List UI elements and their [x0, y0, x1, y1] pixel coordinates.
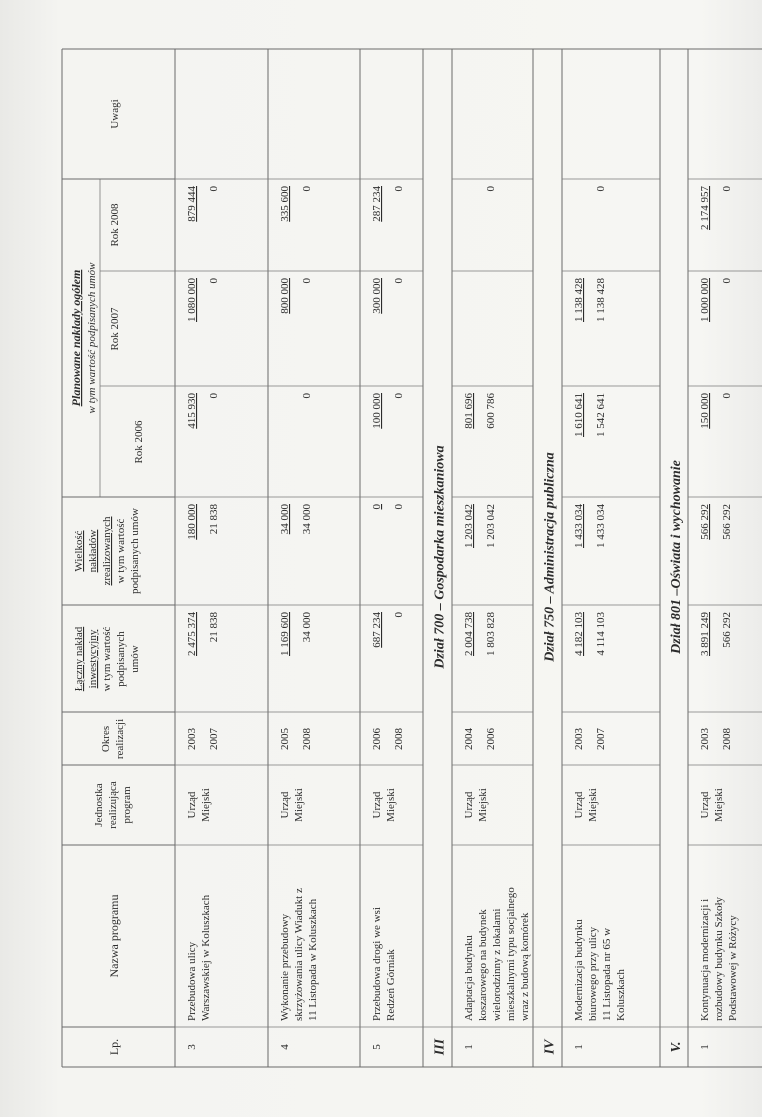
row-period-year: 2004	[463, 728, 475, 750]
row-amount-r2007: 0	[208, 278, 220, 284]
row-amount-r2007: 1 138 428	[573, 278, 585, 322]
row-amount-laczny: 1 803 828	[485, 612, 497, 656]
row-amount-r2006: 150 000	[699, 393, 711, 429]
row-amount-laczny: 34 000	[301, 612, 313, 643]
row-amount-laczny: 687 234	[371, 612, 383, 648]
row-amount-wielkosc: 21 838	[208, 504, 220, 535]
row-amount-r2008: 287 234	[371, 186, 383, 222]
row-amount-wielkosc: 34 000	[301, 504, 313, 535]
row-program-name: wraz z budową komórek	[519, 912, 531, 1021]
row-program-name: Adaptacja budynku	[463, 935, 475, 1021]
row-amount-laczny: 4 182 103	[573, 612, 585, 656]
row-amount-r2006: 1 610 641	[573, 393, 585, 437]
row-amount-r2008: 2 174 957	[699, 186, 711, 230]
row-amount-r2008: 0	[393, 186, 405, 192]
row-lp: 4	[279, 1044, 291, 1050]
row-lp: 5	[371, 1044, 383, 1050]
row-program-name: koszarowego na budynek	[477, 909, 489, 1021]
row-period-year: 2006	[485, 728, 497, 750]
row-amount-r2008: 0	[595, 186, 607, 192]
row-unit: Urząd	[573, 791, 585, 819]
table-grid	[62, 49, 762, 1067]
header-remarks: Uwagi	[109, 99, 121, 129]
row-amount-r2007: 800 000	[279, 278, 291, 314]
row-amount-r2006: 600 786	[485, 393, 497, 429]
row-amount-wielkosc: 180 000	[186, 504, 198, 540]
row-period-year: 2006	[371, 728, 383, 750]
row-amount-r2008: 0	[721, 186, 733, 192]
row-program-name: 11 Listopada nr 65 w	[601, 927, 613, 1021]
row-unit: Miejski	[477, 788, 489, 822]
row-amount-r2007: 1 080 000	[186, 278, 198, 322]
row-program-name: Koluszkach	[615, 969, 627, 1021]
header-unit: Jednostka	[93, 783, 105, 827]
row-period-year: 2007	[208, 728, 220, 750]
row-lp: 1	[699, 1044, 711, 1050]
header-total-outlay: umów	[129, 645, 141, 673]
header-total-outlay: podpisanych	[115, 631, 127, 687]
row-period-year: 2003	[573, 728, 585, 750]
row-amount-wielkosc: 34 000	[279, 504, 291, 535]
row-amount-wielkosc: 1 433 034	[573, 504, 585, 548]
row-period-year: 2008	[721, 728, 733, 750]
row-program-name: Redzeń Górniak	[385, 949, 397, 1021]
header-realized: nakładów	[87, 529, 99, 573]
row-unit: Miejski	[385, 788, 397, 822]
row-period-year: 2003	[186, 728, 198, 750]
row-amount-laczny: 1 169 600	[279, 612, 291, 656]
row-amount-wielkosc: 0	[371, 504, 383, 510]
row-unit: Miejski	[293, 788, 305, 822]
row-amount-r2007: 1 138 428	[595, 278, 607, 322]
row-unit: Urząd	[699, 791, 711, 819]
row-amount-r2007: 0	[301, 278, 313, 284]
row-unit: Urząd	[186, 791, 198, 819]
row-program-name: Przebudowa ulicy	[186, 941, 198, 1021]
row-program-name: Modernizacja budynku	[573, 919, 585, 1021]
section-roman-numeral: III	[432, 1038, 448, 1056]
header-program-name: Nazwa programu	[107, 894, 121, 978]
header-year-2006: Rok 2006	[133, 420, 145, 464]
row-amount-r2007: 0	[721, 278, 733, 284]
header-planned: Planowane nakłady ogółem	[69, 269, 83, 407]
row-program-name: Podstawowej w Różycy	[727, 915, 739, 1021]
row-amount-r2007: 0	[393, 278, 405, 284]
row-amount-r2006: 0	[301, 393, 313, 399]
row-amount-r2006: 415 930	[186, 393, 198, 429]
row-program-name: Przebudowa drogi we wsi	[371, 907, 383, 1021]
row-program-name: biurowego przy ulicy	[587, 926, 599, 1021]
row-amount-r2008: 0	[301, 186, 313, 192]
header-total-outlay: inwestycyjny	[87, 629, 99, 689]
row-amount-wielkosc: 1 203 042	[485, 504, 497, 548]
section-title: Dział 700 – Gospodarka mieszkaniowa	[432, 445, 448, 669]
row-period-year: 2005	[279, 728, 291, 750]
row-amount-r2008: 335 600	[279, 186, 291, 222]
header-year-2008: Rok 2008	[109, 203, 121, 247]
row-amount-r2006: 801 696	[463, 393, 475, 429]
row-amount-laczny: 566 292	[721, 612, 733, 648]
row-unit: Miejski	[587, 788, 599, 822]
row-program-name: Warszawskiej w Koluszkach	[200, 894, 212, 1021]
row-program-name: rozbudowy budynku Szkoły	[713, 896, 725, 1021]
row-amount-wielkosc: 566 292	[699, 504, 711, 540]
row-amount-r2008: 0	[208, 186, 220, 192]
row-program-name: wielorodzinny z lokalami	[491, 908, 503, 1021]
row-amount-laczny: 2 004 738	[463, 612, 475, 656]
header-total-outlay: w tym wartość	[101, 626, 113, 692]
section-title: Dział 801 –Oświata i wychowanie	[669, 460, 684, 654]
header-lp: Lp.	[107, 1038, 121, 1056]
row-amount-r2006: 1 542 641	[595, 393, 607, 437]
row-amount-wielkosc: 0	[393, 504, 405, 510]
header-planned-sub: w tym wartość podpisanych umów	[86, 262, 98, 414]
header-realized: zrealizowanych	[101, 516, 113, 586]
row-unit: Miejski	[200, 788, 212, 822]
header-period: Okres	[100, 725, 112, 753]
row-amount-r2007: 300 000	[371, 278, 383, 314]
row-amount-laczny: 2 475 374	[186, 612, 198, 656]
row-period-year: 2008	[301, 728, 313, 750]
row-program-name: 11 Listopada w Koluszkach	[307, 898, 319, 1021]
row-amount-r2006: 0	[393, 393, 405, 399]
row-amount-wielkosc: 1 433 034	[595, 504, 607, 548]
row-lp: 1	[573, 1044, 585, 1050]
row-amount-laczny: 4 114 103	[595, 612, 607, 656]
row-program-name: skrzyżowania ulicy Wiadukt z	[293, 888, 305, 1021]
row-amount-r2008: 879 444	[186, 186, 198, 222]
row-lp: 1	[463, 1044, 475, 1050]
header-year-2007: Rok 2007	[109, 307, 121, 351]
row-period-year: 2008	[393, 728, 405, 750]
header-total-outlay: Łączny nakład	[73, 626, 85, 692]
header-realized: podpisanych umów	[129, 508, 141, 594]
row-amount-laczny: 3 891 249	[699, 612, 711, 656]
header-realized: Wielkość	[73, 530, 85, 572]
row-unit: Miejski	[713, 788, 725, 822]
section-roman-numeral: IV	[542, 1039, 558, 1055]
section-title: Dział 750 – Administracja publiczna	[542, 452, 558, 662]
row-unit: Urząd	[463, 791, 475, 819]
row-lp: 3	[186, 1044, 198, 1050]
row-amount-wielkosc: 566 292	[721, 504, 733, 540]
row-amount-r2008: 0	[485, 186, 497, 192]
header-unit: realizująca	[107, 781, 119, 829]
header-unit: program	[121, 786, 133, 824]
header-period: realizacji	[114, 718, 126, 760]
table-text	[69, 99, 762, 1056]
row-unit: Urząd	[279, 791, 291, 819]
row-amount-r2006: 0	[208, 393, 220, 399]
row-amount-laczny: 21 838	[208, 612, 220, 643]
row-amount-r2007: 1 000 000	[699, 278, 711, 322]
header-realized: w tym wartość	[115, 518, 127, 584]
section-roman-numeral: V.	[669, 1041, 684, 1053]
row-program-name: mieszkalnymi typu socjalnego	[505, 887, 517, 1021]
row-period-year: 2003	[699, 728, 711, 750]
row-amount-wielkosc: 1 203 042	[463, 504, 475, 548]
row-period-year: 2007	[595, 728, 607, 750]
row-amount-r2006: 100 000	[371, 393, 383, 429]
row-amount-laczny: 0	[393, 612, 405, 618]
row-program-name: Wykonanie przebudowy	[279, 913, 291, 1021]
row-program-name: Kontynuacja modernizacji i	[699, 898, 711, 1021]
row-unit: Urząd	[371, 791, 383, 819]
row-amount-r2006: 0	[721, 393, 733, 399]
